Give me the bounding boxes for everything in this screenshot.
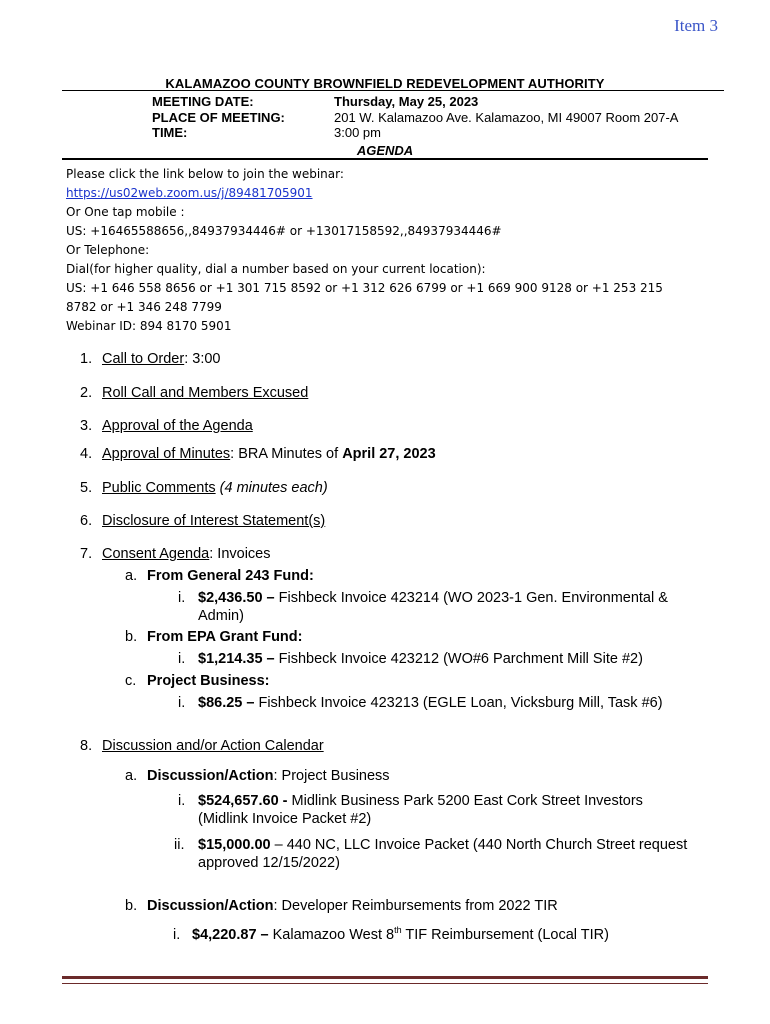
sub-item-title: Project Business:	[147, 673, 270, 689]
invoice-number: i.	[178, 590, 186, 606]
invoice-line	[174, 837, 688, 853]
item-detail: : Invoices	[209, 546, 271, 562]
place-value: 201 W. Kalamazoo Ave. Kalamazoo, MI 49007 Room 207-A	[334, 110, 679, 125]
ordinal-suffix: th	[394, 925, 402, 936]
invoice-number: i.	[178, 793, 186, 809]
item-number: 5.	[80, 480, 93, 496]
item-title: Public Comments	[102, 480, 216, 496]
invoice-amount: $2,436.50 –	[198, 590, 275, 606]
sub-item	[125, 673, 270, 689]
meeting-date-label: MEETING DATE:	[152, 94, 254, 109]
list-item	[80, 385, 309, 401]
dial-numbers-cont: 8782 or +1 346 248 7799	[66, 300, 222, 314]
item-title: Disclosure of Interest Statement(s)	[102, 513, 326, 529]
list-item	[80, 513, 326, 529]
invoice-line-cont: approved 12/15/2022)	[198, 855, 340, 871]
sub-item	[125, 898, 558, 914]
sub-item-letter: c.	[125, 673, 137, 689]
item-title: Consent Agenda	[102, 546, 210, 562]
invoice-description: Fishbeck Invoice 423212 (WO#6 Parchment Mill Site #2)	[274, 651, 643, 667]
invoice-line-cont: Admin)	[198, 608, 244, 624]
invoice-amount: $86.25 –	[198, 695, 255, 711]
sub-item-letter: a.	[125, 768, 138, 784]
one-tap-label: Or One tap mobile :	[66, 205, 185, 219]
sub-item	[125, 629, 303, 645]
agenda-heading: AGENDA	[356, 143, 414, 158]
item-title: Approval of the Agenda	[102, 418, 253, 434]
invoice-description: Midlink Business Park 5200 East Cork Street Investors	[287, 793, 643, 809]
sub-item-detail: : Developer Reimbursements from 2022 TIR	[273, 898, 558, 914]
list-item	[80, 351, 221, 367]
sub-item-title: From EPA Grant Fund:	[147, 629, 303, 645]
webinar-id: Webinar ID: 894 8170 5901	[66, 319, 232, 333]
item-number: 4.	[80, 446, 93, 462]
list-item	[80, 480, 328, 496]
one-tap-numbers: US: +16465588656,,84937934446# or +13017158592,,84937934446#	[66, 224, 502, 238]
sub-item	[125, 568, 314, 584]
meeting-date-value: Thursday, May 25, 2023	[334, 94, 479, 109]
sub-item-title: Discussion/Action	[147, 898, 274, 914]
invoice-number: ii.	[174, 837, 185, 853]
invoice-line	[173, 925, 609, 943]
invoice-amount: $4,220.87 –	[192, 927, 269, 943]
item-title: Call to Order	[102, 351, 185, 367]
agenda-rule	[62, 158, 708, 160]
webinar-link[interactable]: https://us02web.zoom.us/j/89481705901	[66, 186, 313, 200]
item-number: 7.	[80, 546, 93, 562]
item-tag: Item 3	[674, 16, 718, 35]
invoice-line-cont: (Midlink Invoice Packet #2)	[198, 811, 372, 827]
invoice-line	[178, 651, 643, 667]
item-title: Approval of Minutes	[102, 446, 231, 462]
sub-item-letter: b.	[125, 898, 138, 914]
invoice-description: Fishbeck Invoice 423214 (WO 2023-1 Gen. Environmental &	[274, 590, 668, 606]
item-detail: : BRA Minutes of	[230, 446, 343, 462]
item-detail: : 3:00	[184, 351, 221, 367]
item-number: 3.	[80, 418, 93, 434]
invoice-amount: $524,657.60 -	[198, 793, 288, 809]
time-label: TIME:	[152, 125, 188, 140]
item-title: Roll Call and Members Excused	[102, 385, 309, 401]
footer-rule-thin	[62, 983, 708, 984]
webinar-info	[66, 165, 706, 336]
invoice-number: i.	[173, 927, 181, 943]
sub-item-letter: a.	[125, 568, 138, 584]
invoice-number: i.	[178, 651, 186, 667]
invoice-line	[178, 793, 643, 809]
sub-item-letter: b.	[125, 629, 138, 645]
item-title: Discussion and/or Action Calendar	[102, 738, 324, 754]
dial-numbers: US: +1 646 558 8656 or +1 301 715 8592 or +1 312 626 6799 or +1 669 900 9128 or +1 253 215	[66, 281, 663, 295]
invoice-amount: $1,214.35 –	[198, 651, 275, 667]
sub-item-title: From General 243 Fund:	[147, 568, 314, 584]
place-label: PLACE OF MEETING:	[152, 110, 285, 125]
invoice-description: – 440 NC, LLC Invoice Packet (440 North Church Street request	[270, 837, 688, 853]
invoice-description: Kalamazoo West 8	[268, 927, 395, 943]
item-detail: (4 minutes each)	[215, 480, 328, 496]
invoice-amount: $15,000.00	[198, 837, 271, 853]
list-item	[80, 446, 436, 462]
webinar-intro: Please click the link below to join the webinar:	[66, 167, 344, 181]
footer-rule-thick	[62, 976, 708, 979]
item-number: 1.	[80, 351, 93, 367]
minutes-date: April 27, 2023	[342, 446, 436, 462]
item-number: 2.	[80, 385, 93, 401]
sub-item	[125, 768, 390, 784]
list-item	[80, 546, 271, 562]
sub-item-detail: : Project Business	[273, 768, 390, 784]
time-value: 3:00 pm	[334, 125, 381, 140]
item-number: 6.	[80, 513, 93, 529]
telephone-label: Or Telephone:	[66, 243, 150, 257]
list-item	[80, 418, 253, 434]
invoice-line	[178, 590, 668, 606]
invoice-description: Fishbeck Invoice 423213 (EGLE Loan, Vicksburg Mill, Task #6)	[254, 695, 663, 711]
dial-instructions: Dial(for higher quality, dial a number based on your current location):	[66, 262, 486, 276]
item-number: 8.	[80, 738, 93, 754]
invoice-number: i.	[178, 695, 186, 711]
invoice-line	[178, 695, 663, 711]
sub-item-title: Discussion/Action	[147, 768, 274, 784]
list-item	[80, 738, 324, 754]
invoice-description-cont: TIF Reimbursement (Local TIR)	[401, 927, 609, 943]
header-rule	[62, 90, 724, 91]
org-title: KALAMAZOO COUNTY BROWNFIELD REDEVELOPMENT AUTHORITY	[165, 76, 605, 91]
